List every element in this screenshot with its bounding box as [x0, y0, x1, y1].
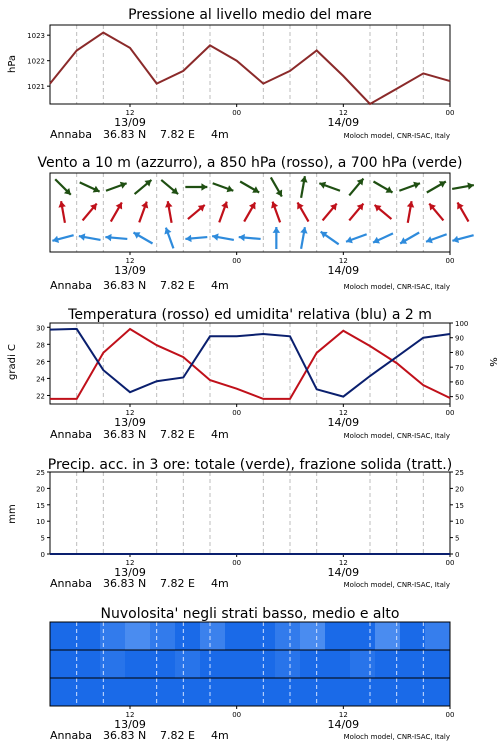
date-label: 13/09 — [114, 416, 146, 429]
cloud-cell — [350, 650, 375, 678]
arrow-head — [273, 227, 281, 233]
wind-700hpa-arrow — [452, 182, 474, 189]
humidity-ytick-label: 100 — [455, 320, 469, 328]
footer-longitude: 7.82 E — [160, 577, 195, 590]
humidity-ytick-label: 70 — [455, 364, 464, 373]
wind-10m-arrow — [212, 233, 234, 240]
temperature-humidity-panel — [7, 307, 498, 441]
arrow-head — [201, 183, 207, 191]
date-label: 13/09 — [114, 116, 146, 129]
time-tick-label: 00 — [445, 711, 455, 719]
time-tick-label: 00 — [232, 711, 242, 719]
precipitation-ytick-label-right: 0 — [455, 551, 460, 559]
humidity-ytick-label: 90 — [455, 334, 464, 343]
footer-station-name: Annaba — [50, 577, 92, 590]
wind-850hpa-arrow — [165, 201, 172, 223]
cloud-cell — [175, 650, 200, 678]
temperature-ytick-label: 30 — [36, 324, 45, 333]
wind-10m-arrow — [133, 232, 152, 243]
humidity-ytick-label: 50 — [455, 393, 464, 402]
date-label: 14/09 — [327, 116, 360, 129]
wind-700hpa-arrow — [185, 183, 207, 191]
footer-latitude: 36.83 N — [103, 428, 147, 441]
precipitation-ytick-label-right: 25 — [455, 469, 464, 477]
pressure-ylabel: hPa — [7, 54, 18, 74]
cloud-cell — [425, 622, 450, 650]
cloud-cell — [275, 650, 300, 678]
wind-850hpa-arrow — [297, 202, 308, 221]
cloud-cell — [275, 622, 300, 650]
arrow-head — [239, 234, 245, 241]
wind-700hpa-arrow — [240, 182, 259, 193]
footer-longitude: 7.82 E — [160, 729, 195, 742]
wind-850hpa-arrow — [349, 204, 363, 221]
wind-10m-arrow — [373, 233, 393, 243]
time-tick-label: 12 — [338, 711, 348, 719]
footer-longitude: 7.82 E — [160, 279, 195, 292]
time-tick-label: 12 — [125, 257, 135, 265]
pressure-panel — [7, 7, 454, 141]
wind-10m-arrow — [105, 234, 127, 241]
wind-700hpa-arrow — [349, 179, 363, 196]
precipitation-ytick-label: 15 — [36, 501, 45, 510]
footer-station-name: Annaba — [50, 729, 92, 742]
date-label: 13/09 — [114, 264, 146, 277]
wind-700hpa-arrow — [427, 181, 446, 192]
footer-elevation: 4m — [211, 428, 229, 441]
date-label: 13/09 — [114, 718, 146, 731]
arrow-head — [452, 236, 459, 243]
temperature-ylabel: gradi C — [7, 344, 18, 380]
footer-elevation: 4m — [211, 128, 229, 141]
arrow-head — [52, 236, 59, 243]
time-tick-label: 12 — [338, 257, 348, 265]
footer-model-credit: Moloch model, CNR-ISAC, Italy — [343, 132, 450, 140]
temperature-ytick-label: 24 — [36, 375, 45, 384]
wind-700hpa-arrow — [80, 182, 100, 192]
footer-elevation: 4m — [211, 577, 229, 590]
humidity-ytick-label: 80 — [455, 349, 464, 358]
time-tick-label: 12 — [338, 409, 348, 417]
time-tick-label: 00 — [232, 257, 242, 265]
pressure-ytick-label: 1022 — [27, 57, 45, 66]
wind-10m-arrow — [400, 233, 419, 244]
footer-elevation: 4m — [211, 729, 229, 742]
date-label: 13/09 — [114, 566, 146, 579]
precipitation-ytick-label-right: 10 — [455, 518, 464, 527]
wind-700hpa-arrow — [106, 182, 127, 191]
wind-850hpa-arrow — [375, 205, 392, 219]
wind-850hpa-arrow — [271, 202, 280, 223]
time-tick-label: 12 — [125, 109, 135, 117]
time-tick-label: 12 — [125, 559, 135, 567]
wind-10m-arrow — [239, 234, 261, 241]
precipitation-ytick-label: 5 — [40, 534, 45, 543]
wind-700hpa-arrow — [373, 182, 392, 193]
wind-10m-arrow — [52, 235, 73, 243]
time-tick-label: 00 — [445, 409, 455, 417]
temperature-ytick-label: 28 — [36, 341, 45, 350]
wind-700hpa-arrow — [319, 182, 340, 191]
footer-latitude: 36.83 N — [103, 729, 147, 742]
precipitation-plot-frame — [50, 472, 450, 554]
footer-model-credit: Moloch model, CNR-ISAC, Italy — [343, 733, 450, 741]
humidity-ytick-label: 60 — [455, 378, 464, 387]
wind-850hpa-arrow — [111, 202, 122, 221]
precipitation-ytick-label: 0 — [40, 551, 45, 559]
wind-850hpa-arrow — [429, 204, 443, 221]
time-tick-label: 00 — [445, 257, 455, 265]
wind-10m-arrow — [273, 227, 281, 249]
wind-10m-arrow — [452, 235, 473, 243]
footer-latitude: 36.83 N — [103, 128, 147, 141]
wind-700hpa-arrow — [55, 179, 71, 195]
cloud-title: Nuvolosita' negli strati basso, medio e alto — [100, 606, 400, 622]
wind-700hpa-arrow — [135, 180, 152, 194]
arrow-head — [105, 234, 111, 241]
humidity-line — [50, 329, 450, 397]
footer-station-name: Annaba — [50, 428, 92, 441]
cloud-layer-band — [50, 678, 450, 706]
time-tick-label: 00 — [445, 109, 455, 117]
cloud-cell — [150, 622, 175, 650]
wind-850hpa-arrow — [244, 202, 255, 221]
footer-station-name: Annaba — [50, 279, 92, 292]
date-label: 14/09 — [327, 718, 360, 731]
wind-panel — [37, 155, 473, 292]
footer-longitude: 7.82 E — [160, 428, 195, 441]
wind-700hpa-arrow — [271, 177, 282, 196]
footer-longitude: 7.82 E — [160, 128, 195, 141]
wind-10m-arrow — [185, 235, 207, 242]
humidity-ylabel: % — [487, 357, 498, 367]
wind-850hpa-arrow — [83, 204, 97, 221]
wind-700hpa-arrow — [399, 182, 420, 191]
time-tick-label: 12 — [338, 559, 348, 567]
cloud-cell — [200, 622, 225, 650]
precipitation-ytick-label-right: 5 — [455, 534, 460, 543]
wind-10m-arrow — [321, 232, 339, 245]
wind-850hpa-arrow — [219, 202, 228, 223]
footer-latitude: 36.83 N — [103, 577, 147, 590]
footer-latitude: 36.83 N — [103, 279, 147, 292]
footer-elevation: 4m — [211, 279, 229, 292]
temperature-title: Temperatura (rosso) ed umidita' relativa (blu) a 2 m — [68, 307, 432, 323]
precipitation-panel — [7, 457, 464, 590]
temperature-line — [50, 329, 450, 399]
temperature-ytick-label: 26 — [36, 358, 45, 367]
wind-850hpa-arrow — [139, 202, 148, 223]
wind-850hpa-arrow — [58, 201, 65, 223]
wind-10m-arrow — [426, 234, 447, 243]
wind-850hpa-arrow — [188, 205, 205, 219]
wind-title: Vento a 10 m (azzurro), a 850 hPa (rosso), a 700 hPa (verde) — [37, 155, 463, 171]
wind-700hpa-arrow — [161, 180, 178, 194]
footer-model-credit: Moloch model, CNR-ISAC, Italy — [343, 283, 450, 291]
wind-10m-arrow — [346, 234, 367, 243]
precipitation-ytick-label: 20 — [36, 485, 45, 494]
date-label: 14/09 — [327, 264, 360, 277]
time-tick-label: 12 — [125, 711, 135, 719]
wind-850hpa-arrow — [457, 202, 468, 221]
time-tick-label: 00 — [232, 109, 242, 117]
cloud-cell — [300, 622, 325, 650]
wind-10m-arrow — [164, 228, 173, 249]
footer-model-credit: Moloch model, CNR-ISAC, Italy — [343, 581, 450, 589]
precipitation-ytick-label: 25 — [36, 469, 45, 477]
wind-10m-arrow — [79, 233, 101, 240]
time-tick-label: 12 — [125, 409, 135, 417]
wind-700hpa-arrow — [213, 183, 234, 192]
time-tick-label: 00 — [232, 559, 242, 567]
wind-850hpa-arrow — [323, 204, 337, 221]
date-label: 14/09 — [327, 416, 360, 429]
precipitation-ytick-label-right: 20 — [455, 485, 464, 494]
temperature-ytick-label: 22 — [36, 392, 45, 401]
date-label: 14/09 — [327, 566, 360, 579]
wind-700hpa-arrow — [300, 176, 307, 198]
time-tick-label: 00 — [232, 409, 242, 417]
wind-10m-arrow — [300, 227, 307, 249]
precipitation-ytick-label: 10 — [36, 518, 45, 527]
footer-model-credit: Moloch model, CNR-ISAC, Italy — [343, 432, 450, 440]
pressure-ytick-label: 1021 — [27, 83, 45, 92]
precipitation-ylabel: mm — [7, 504, 18, 524]
pressure-ytick-label: 1023 — [27, 32, 45, 41]
footer-station-name: Annaba — [50, 128, 92, 141]
pressure-line — [50, 33, 450, 104]
time-tick-label: 00 — [445, 559, 455, 567]
arrow-head — [185, 235, 191, 242]
pressure-title: Pressione al livello medio del mare — [128, 7, 372, 23]
precipitation-ytick-label-right: 15 — [455, 501, 464, 510]
cloud-cover-panel — [50, 606, 454, 742]
cloud-cell — [125, 622, 150, 650]
time-tick-label: 12 — [338, 109, 348, 117]
wind-850hpa-arrow — [407, 201, 414, 223]
precipitation-title: Precip. acc. in 3 ore: totale (verde), frazione solida (tratt.) — [47, 457, 453, 473]
